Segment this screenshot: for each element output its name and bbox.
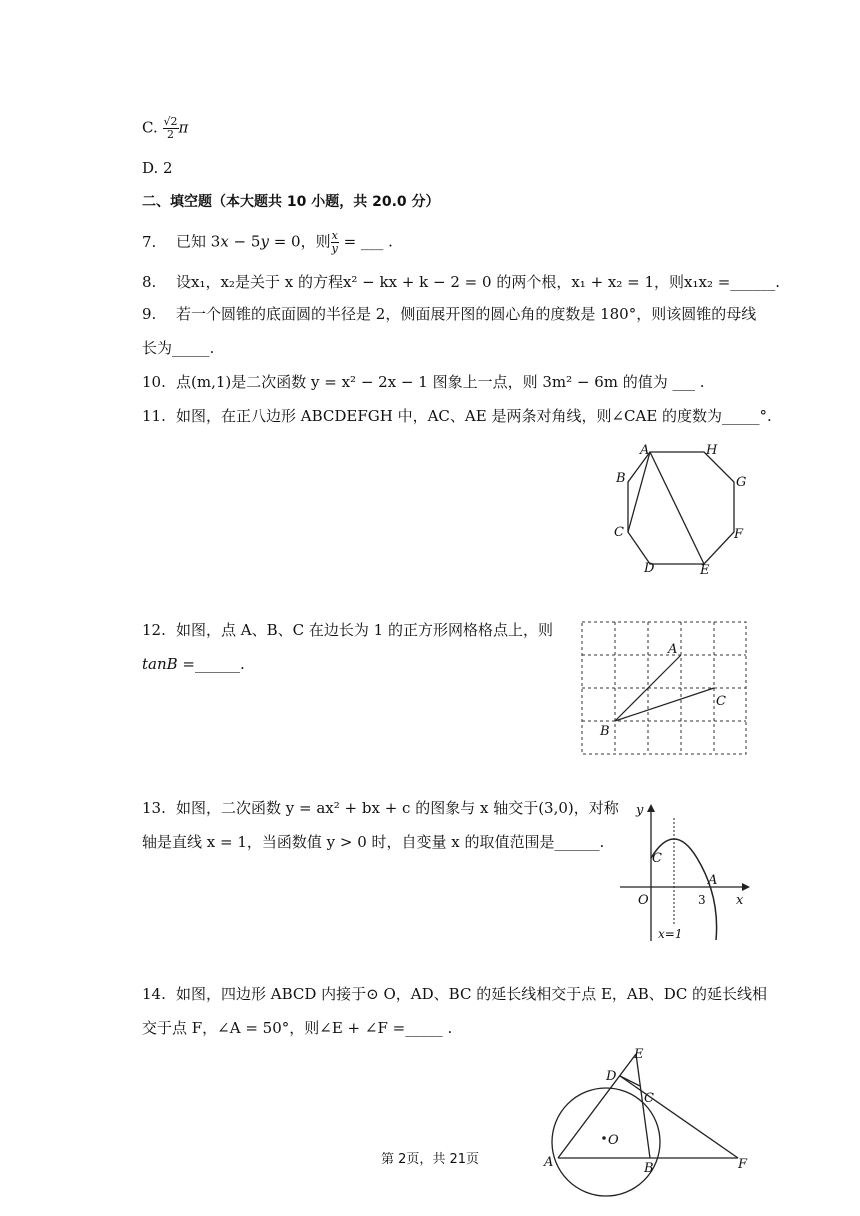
label-x: x	[736, 893, 744, 908]
question-10: 10. 点(m,1)是二次函数 y = x² − 2x − 1 图象上一点，则 3m² − 6m 的值为 ___ .	[142, 373, 705, 391]
question-8: 8. 设x₁，x₂是关于 x 的方程x² − kx + k − 2 = 0 的两个根，x₁ + x₂ = 1，则x₁x₂ =______.	[142, 273, 781, 291]
octagon-shape	[628, 452, 734, 564]
diagonal-ac	[628, 452, 650, 532]
label-e: E	[700, 563, 710, 578]
question-13: 13. 如图，二次函数 y = ax² + bx + c 的图象与 x 轴交于(3,0)，对称	[142, 799, 619, 817]
label-a: A	[640, 443, 650, 458]
section-heading: 二、填空题（本大题共 10 小题，共 20.0 分）	[142, 194, 440, 210]
label-h: H	[706, 443, 718, 458]
label-c: C	[716, 694, 726, 709]
label-g: G	[736, 475, 747, 490]
line-ae	[558, 1054, 636, 1158]
label-b: B	[616, 471, 626, 486]
label-a: A	[708, 873, 718, 888]
question-9-line2: 长为_____.	[142, 339, 215, 357]
page-footer: 第 2页，共 21页	[380, 1152, 480, 1167]
label-f: F	[734, 527, 744, 542]
label-c: C	[652, 851, 662, 866]
label-c: C	[614, 525, 624, 540]
question-12-line2: tanB =______.	[142, 655, 245, 673]
parabola-figure	[618, 798, 758, 944]
label-three: 3	[698, 893, 706, 907]
circle-figure	[540, 1046, 760, 1196]
question-11: 11. 如图，在正八边形 ABCDEFGH 中，AC、AE 是两条对角线，则∠CAE 的度数为_____°.	[142, 407, 772, 425]
line-be	[636, 1054, 650, 1158]
line-df	[620, 1076, 738, 1158]
question-14: 14. 如图，四边形 ABCD 内接于⊙ O，AD、BC 的延长线相交于点 E，AB、DC 的延长线相	[142, 985, 768, 1003]
label-o: O	[608, 1133, 619, 1148]
question-14-line2: 交于点 F，∠A = 50°，则∠E + ∠F =_____ .	[142, 1019, 453, 1037]
label-axis: x=1	[658, 927, 683, 941]
grid-figure	[580, 620, 748, 760]
center-dot	[602, 1136, 606, 1140]
label-a: A	[668, 642, 678, 657]
option-c: C. $\frac{√2}{2}$ π	[142, 115, 189, 141]
label-f: F	[738, 1157, 748, 1172]
x-axis-arrow	[742, 883, 750, 891]
label-e: E	[634, 1047, 644, 1062]
question-9: 9. 若一个圆锥的底面圆的半径是 2，侧面展开图的圆心角的度数是 180°，则该圆锥的母线	[142, 305, 757, 323]
label-y: y	[636, 803, 644, 818]
option-d: D. 2	[142, 159, 173, 177]
line-dc	[620, 1076, 640, 1086]
y-axis-arrow	[647, 804, 655, 812]
option-c-fraction: $\frac{√2}{2}$	[163, 115, 178, 141]
label-a: A	[544, 1155, 554, 1170]
question-7: 7. 已知 3x − 5y = 0，则 $\frac{x}{y}$ = ___ .	[142, 229, 393, 255]
label-c: C	[644, 1091, 654, 1106]
label-d: D	[606, 1069, 617, 1084]
question-12: 12. 如图，点 A、B、C 在边长为 1 的正方形网格格点上，则	[142, 621, 553, 639]
octagon-figure	[600, 440, 760, 580]
label-d: D	[644, 561, 655, 576]
q7-fraction: $\frac{x}{y}$	[331, 229, 338, 255]
label-o: O	[638, 893, 649, 908]
label-b: B	[644, 1161, 654, 1176]
question-13-line2: 轴是直线 x = 1，当函数值 y > 0 时，自变量 x 的取值范围是______.	[142, 833, 605, 851]
diagonal-ae	[650, 452, 704, 564]
segment-bc	[615, 688, 714, 721]
label-b: B	[600, 724, 610, 739]
